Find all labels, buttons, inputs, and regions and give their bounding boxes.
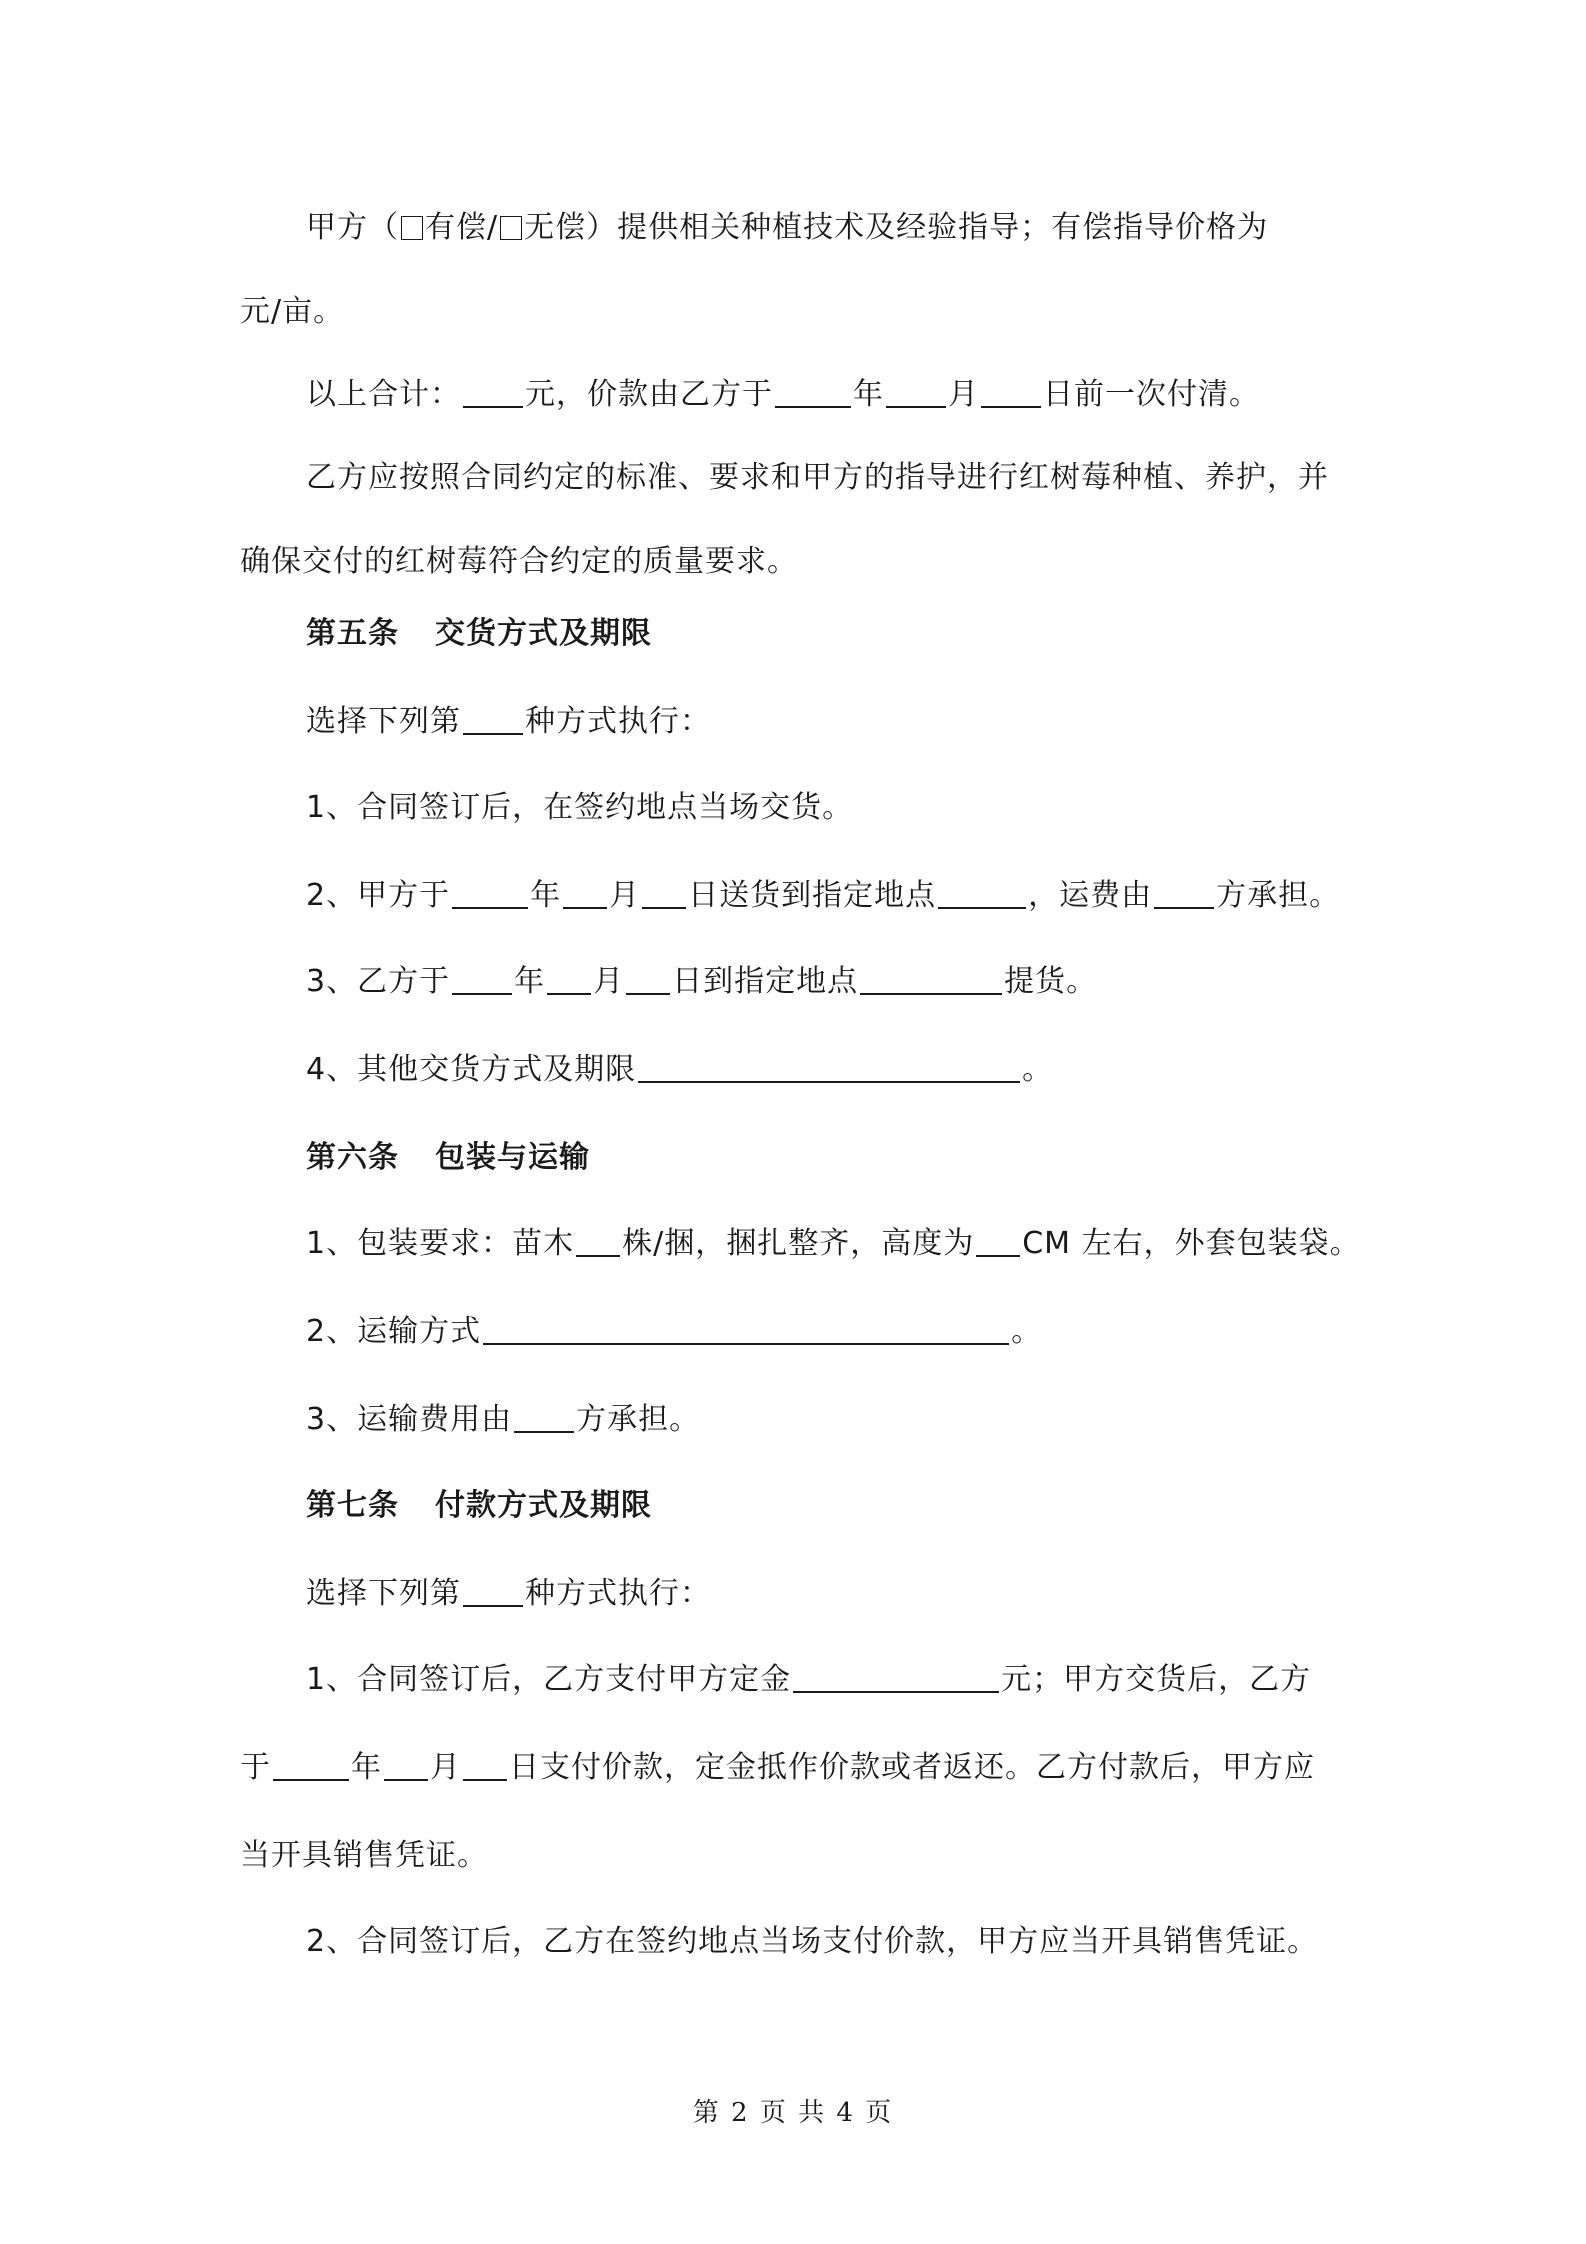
blank-height xyxy=(976,1225,1020,1257)
paragraph-guidance-cont: 元/亩。 xyxy=(240,294,345,329)
blank-day xyxy=(626,963,670,995)
blank-year xyxy=(273,1749,349,1781)
blank-transport-method xyxy=(483,1313,1009,1345)
article5-item1: 1、合同签订后，在签约地点当场交货。 xyxy=(306,790,854,825)
blank-year xyxy=(452,963,512,995)
blank-party xyxy=(1154,877,1214,909)
paragraph-obligation: 乙方应按照合同约定的标准、要求和甲方的指导进行红树莓种植、养护，并 xyxy=(306,460,1329,495)
article7-choose: 选择下列第 种方式执行： xyxy=(306,1576,711,1611)
blank-month xyxy=(563,877,607,909)
article6-item3: 3、运输费用由 方承担。 xyxy=(306,1402,701,1437)
blank-deposit xyxy=(793,1661,999,1693)
blank-year xyxy=(452,877,528,909)
checkbox-paid xyxy=(401,216,423,240)
blank-month xyxy=(384,1749,428,1781)
blank-party xyxy=(514,1401,574,1433)
blank-location xyxy=(938,877,1026,909)
blank-option-number xyxy=(463,703,523,735)
article5-heading: 第五条 交货方式及期限 xyxy=(306,616,652,651)
paragraph-obligation-cont: 确保交付的红树莓符合约定的质量要求。 xyxy=(240,544,798,579)
blank-quantity xyxy=(576,1225,620,1257)
article6-item2: 2、运输方式 。 xyxy=(306,1314,1043,1349)
paragraph-guidance: 甲方（ 有偿/ 无偿）提供相关种植技术及经验指导；有偿指导价格为 xyxy=(306,210,1269,245)
blank-year xyxy=(775,376,851,408)
article7-item1: 1、合同签订后，乙方支付甲方定金 元；甲方交货后，乙方 xyxy=(306,1662,1312,1697)
checkbox-free xyxy=(500,216,522,240)
blank-other-method xyxy=(638,1051,1020,1083)
blank-month xyxy=(886,376,946,408)
paragraph-total: 以上合计： 元，价款由乙方于 年 月 日前一次付清。 xyxy=(306,377,1260,412)
article7-item2: 2、合同签订后，乙方在签约地点当场支付价款，甲方应当开具销售凭证。 xyxy=(306,1924,1319,1959)
article6-item1: 1、包装要求：苗木 株/捆，捆扎整齐，高度为 CM 左右，外套包装袋。 xyxy=(306,1226,1361,1261)
blank-location xyxy=(860,963,1002,995)
article7-heading: 第七条 付款方式及期限 xyxy=(306,1488,652,1523)
blank-option-number xyxy=(463,1575,523,1607)
article5-item2: 2、甲方于 年 月 日送货到指定地点 ，运费由 方承担。 xyxy=(306,878,1341,913)
page-number-footer: 第 2 页 共 4 页 xyxy=(692,2098,894,2128)
article5-item3: 3、乙方于 年 月 日到指定地点 提货。 xyxy=(306,964,1098,999)
blank-month xyxy=(547,963,591,995)
blank-day xyxy=(463,1749,507,1781)
blank-day xyxy=(981,376,1041,408)
blank-day xyxy=(642,877,686,909)
article6-heading: 第六条 包装与运输 xyxy=(306,1140,590,1175)
article7-item1-cont: 于 年 月 日支付价款，定金抵作价款或者返还。乙方付款后，甲方应 xyxy=(240,1750,1315,1785)
article7-item1-cont2: 当开具销售凭证。 xyxy=(240,1838,488,1873)
blank-total-amount xyxy=(463,376,523,408)
article5-choose: 选择下列第 种方式执行： xyxy=(306,704,711,739)
article5-item4: 4、其他交货方式及期限 。 xyxy=(306,1052,1054,1087)
